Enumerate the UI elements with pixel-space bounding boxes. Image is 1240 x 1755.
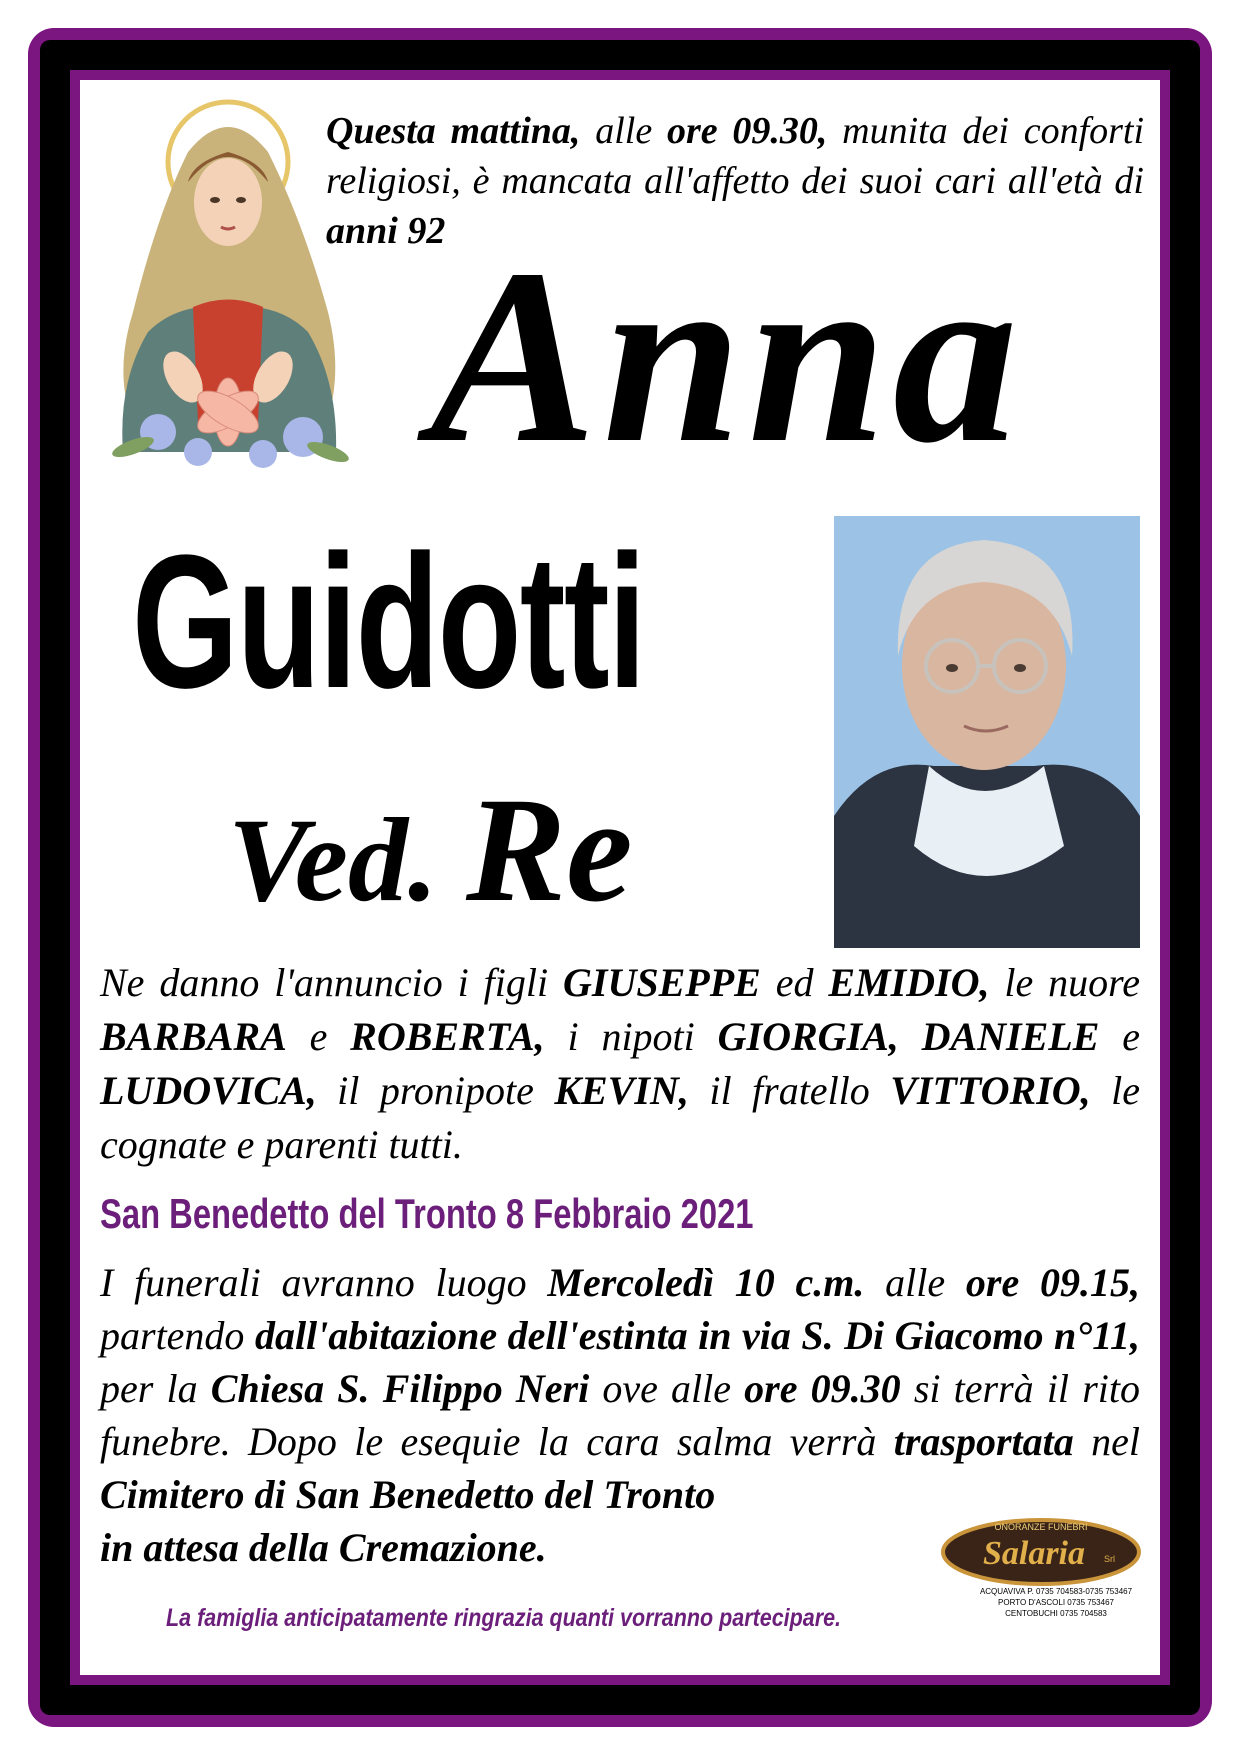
- announcement-paragraph: [100, 956, 1140, 1172]
- widow-of-line: [228, 767, 633, 933]
- funeral-text: ove alle: [589, 1366, 745, 1411]
- intro-text: munita dei conforti religiosi, è mancata all'affetto dei suoi cari all'età di: [326, 110, 1145, 202]
- funeral-emphasis: dall'abitazione dell'estinta in via S. Di Giacomo n°11,: [254, 1313, 1141, 1358]
- deceased-last-name: Guidotti: [132, 516, 645, 728]
- funeral-text: nel: [1073, 1419, 1140, 1464]
- funeral-text: alle: [864, 1260, 966, 1305]
- intro-text: Questa mattina,: [326, 110, 581, 152]
- family-thanks: La famiglia anticipatamente ringrazia quanti vorranno partecipare.: [166, 1604, 842, 1632]
- funeral-emphasis: ore 09.30: [744, 1366, 901, 1411]
- logo-contact-line: PORTO D'ASCOLI 0735 753467: [998, 1598, 1114, 1607]
- funeral-text: per la: [100, 1366, 211, 1411]
- funeral-emphasis: Mercoledì 10 c.m.: [547, 1260, 865, 1305]
- funeral-emphasis: Chiesa S. Filippo Neri: [210, 1366, 590, 1411]
- announce-text: i nipoti: [544, 1014, 718, 1059]
- relative-name: GIORGIA, DANIELE: [717, 1014, 1100, 1059]
- announce-text: Ne danno l'annuncio i figli: [100, 960, 563, 1005]
- relative-name: ROBERTA,: [350, 1014, 545, 1059]
- intro-time: ore 09.30,: [666, 110, 828, 152]
- relative-name: EMIDIO,: [828, 960, 990, 1005]
- relative-name: BARBARA: [100, 1014, 287, 1059]
- funeral-emphasis: in attesa della Cremazione.: [100, 1525, 547, 1570]
- funeral-emphasis: ore 09.15,: [965, 1260, 1140, 1305]
- widow-label: Ved.: [228, 793, 438, 926]
- logo-brand: Salaria: [982, 1535, 1086, 1572]
- relative-name: KEVIN,: [554, 1068, 689, 1113]
- relative-name: LUDOVICA,: [100, 1068, 317, 1113]
- funeral-emphasis: Cimitero di San Benedetto del Tronto: [100, 1472, 716, 1517]
- announce-text: il fratello: [688, 1068, 891, 1113]
- salaria-funeral-home-logo: [936, 1512, 1146, 1622]
- relative-name: VITTORIO,: [890, 1068, 1091, 1113]
- funeral-text: partendo: [100, 1313, 255, 1358]
- funeral-text: I funerali avranno luogo: [100, 1260, 548, 1305]
- announce-text: il pronipote: [316, 1068, 555, 1113]
- logo-contact-line: ACQUAVIVA P. 0735 704583-0735 753467: [979, 1587, 1133, 1596]
- intro-text: alle: [580, 110, 667, 152]
- funeral-text: si terrà il rito funebre. Dopo le esequie la cara salma verrà: [100, 1366, 1140, 1464]
- announce-text: le cognate e parenti tutti.: [100, 1068, 1140, 1167]
- logo-top-text: ONORANZE FUNEBRI: [994, 1522, 1088, 1532]
- intro-age: anni 92: [326, 210, 446, 252]
- husband-surname: Re: [466, 767, 633, 933]
- logo-suffix: Srl: [1104, 1554, 1115, 1564]
- relative-name: GIUSEPPE: [563, 960, 761, 1005]
- deceased-portrait-photo: [834, 516, 1140, 948]
- place-date: San Benedetto del Tronto 8 Febbraio 2021: [100, 1190, 754, 1237]
- announce-text: ed: [760, 960, 829, 1005]
- announce-text: e: [286, 1014, 351, 1059]
- announce-text: e: [1099, 1014, 1140, 1059]
- logo-contact-line: CENTOBUCHI 0735 704583: [1005, 1609, 1107, 1618]
- announce-text: le nuore: [989, 960, 1140, 1005]
- funeral-emphasis: trasportata: [893, 1419, 1074, 1464]
- deceased-first-name: Anna: [430, 218, 1024, 495]
